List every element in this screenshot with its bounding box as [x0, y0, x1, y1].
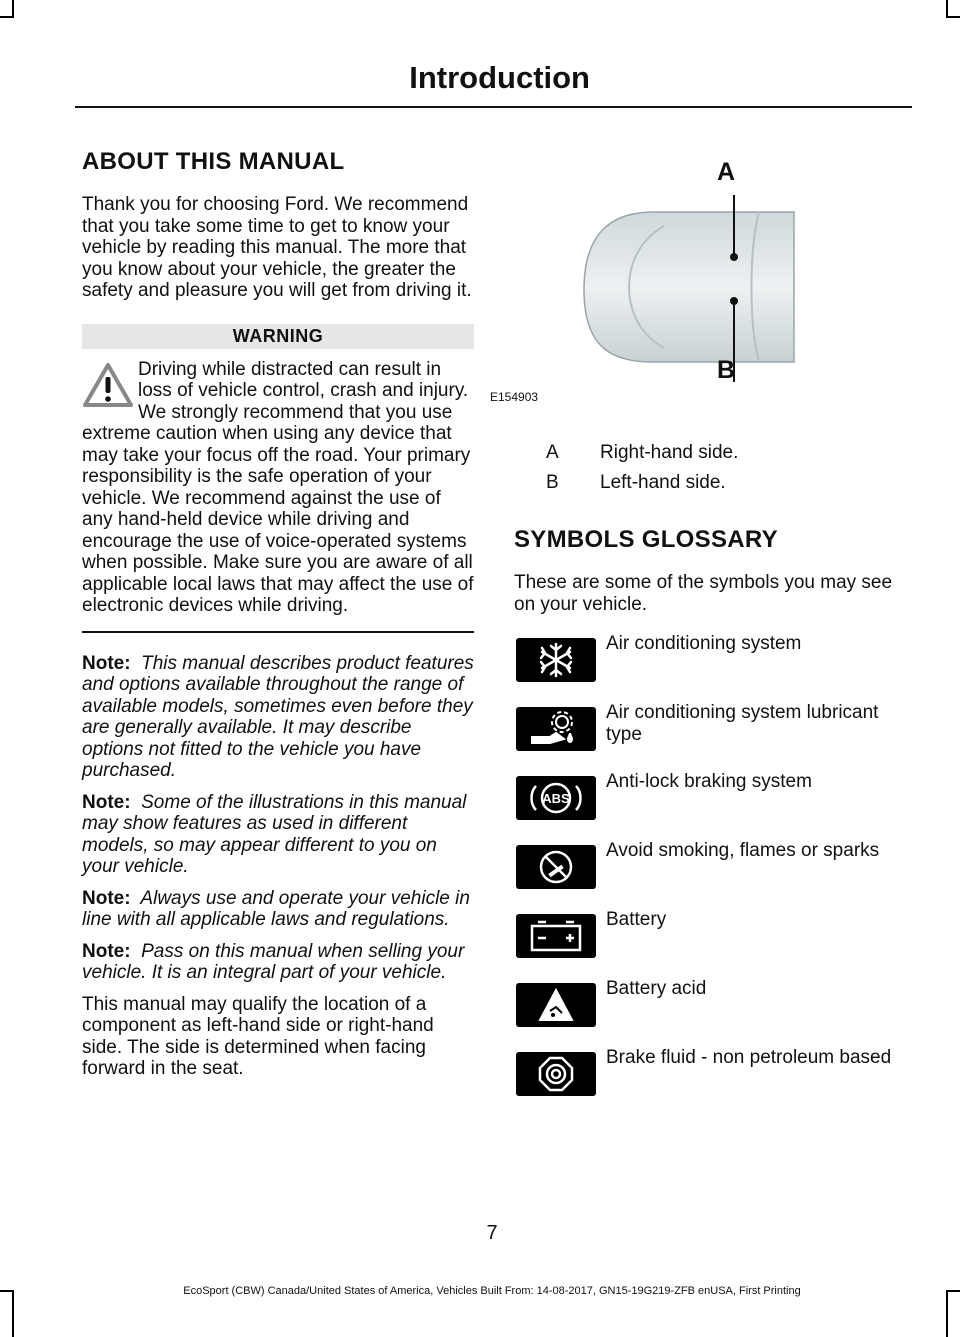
- note-text: Always use and operate your vehicle in line with all applicable laws and regulations.: [82, 887, 470, 930]
- legend-text: Right-hand side.: [600, 442, 739, 463]
- crop-mark: [0, 16, 14, 18]
- symbols-intro: These are some of the symbols you may see on your vehicle.: [514, 572, 893, 615]
- legend-row: [514, 438, 909, 468]
- left-column: [82, 148, 474, 1080]
- page-title: Introduction: [409, 60, 590, 95]
- brake-fluid-icon: [516, 1052, 596, 1096]
- car-top-view-figure: [490, 150, 814, 420]
- note-label: Note:: [82, 652, 131, 674]
- symbol-item: [514, 840, 909, 909]
- symbols-list: [514, 633, 909, 1116]
- legend-key: A: [546, 442, 559, 463]
- legend-row: [514, 468, 909, 498]
- about-intro: Thank you for choosing Ford. We recommend that you take some time to get to know your vehicle by reading this manual. The more that you know about your vehicle, the greater the safety and pleasure you will get from driving it.: [82, 194, 472, 301]
- battery-acid-icon: [516, 983, 596, 1027]
- symbol-label: Air conditioning system lubricant type: [606, 702, 879, 745]
- symbol-label: Air conditioning system: [606, 633, 802, 654]
- symbol-item: [514, 771, 909, 840]
- warning-triangle-icon: [82, 361, 134, 409]
- symbol-label: Brake fluid - non petroleum based: [606, 1047, 892, 1068]
- note-paragraph: [82, 792, 474, 878]
- symbol-item: [514, 633, 909, 702]
- crop-mark: [946, 1290, 948, 1337]
- car-illustration: [504, 150, 814, 420]
- note-text: Pass on this manual when selling your vehicle. It is an integral part of your vehicle.: [82, 940, 465, 983]
- symbol-item: [514, 978, 909, 1047]
- symbol-label: Battery: [606, 909, 667, 930]
- symbol-item: [514, 1047, 909, 1116]
- note-paragraph: [82, 653, 474, 782]
- figure-label-b: B: [717, 356, 736, 384]
- note-paragraph: [82, 888, 474, 931]
- page-footer: EcoSport (CBW) Canada/United States of America, Vehicles Built From: 14-08-2017, GN15-19G219-ZFB enUSA, First Printing: [183, 1285, 801, 1297]
- symbol-label: Battery acid: [606, 978, 707, 999]
- warning-divider: [82, 631, 474, 633]
- abs-icon-text: ABS: [542, 791, 570, 806]
- symbol-item: [514, 702, 909, 771]
- figure-label-a: A: [717, 158, 736, 186]
- note-label: Note:: [82, 887, 131, 909]
- abs-icon: [516, 776, 596, 820]
- crop-mark: [946, 16, 960, 18]
- warning-text: Driving while distracted can result in loss of vehicle control, crash and injury. We strongly recommend that you use extreme caution when using any device that may take your focus off the road. Your primary responsibility is the safe operation of your vehicle. We recommend against the use of any hand-held device while driving and encourage the use of voice-operated systems when possible. Make sure you are aware of all applicable local laws that may affect the use of electronic devices while driving.: [82, 358, 474, 616]
- header-divider: [75, 106, 912, 108]
- symbols-heading: SYMBOLS GLOSSARY: [514, 526, 778, 553]
- legend-key: B: [546, 472, 559, 493]
- note-label: Note:: [82, 940, 131, 962]
- symbol-label: Avoid smoking, flames or sparks: [606, 840, 880, 861]
- snowflake-icon: [516, 638, 596, 682]
- page-number: 7: [486, 1222, 498, 1244]
- battery-icon: [516, 914, 596, 958]
- figure-code: E154903: [490, 390, 539, 404]
- crop-mark: [12, 1290, 14, 1337]
- figure-legend: [514, 438, 909, 498]
- right-column: [490, 150, 909, 1116]
- ac-lubricant-icon: [516, 707, 596, 751]
- no-smoking-icon: [516, 845, 596, 889]
- warning-body: [82, 359, 474, 617]
- note-text: Some of the illustrations in this manual may show features as used in different models, so may appear different to you on your vehicle.: [82, 791, 467, 877]
- warning-label: WARNING: [82, 324, 474, 349]
- note-label: Note:: [82, 791, 131, 813]
- symbol-item: [514, 909, 909, 978]
- closing-paragraph: This manual may qualify the location of a component as left-hand side or right-hand side. The side is determined when facing forward in the seat.: [82, 993, 434, 1079]
- symbol-label: Anti-lock braking system: [606, 771, 812, 792]
- note-paragraph: [82, 941, 474, 984]
- legend-text: Left-hand side.: [600, 472, 726, 493]
- note-text: This manual describes product features and options available throughout the range of available models, sometimes even before they are generally available. It may describe options not fitted to the vehicle you have purchased.: [82, 652, 474, 781]
- about-heading: ABOUT THIS MANUAL: [82, 148, 345, 175]
